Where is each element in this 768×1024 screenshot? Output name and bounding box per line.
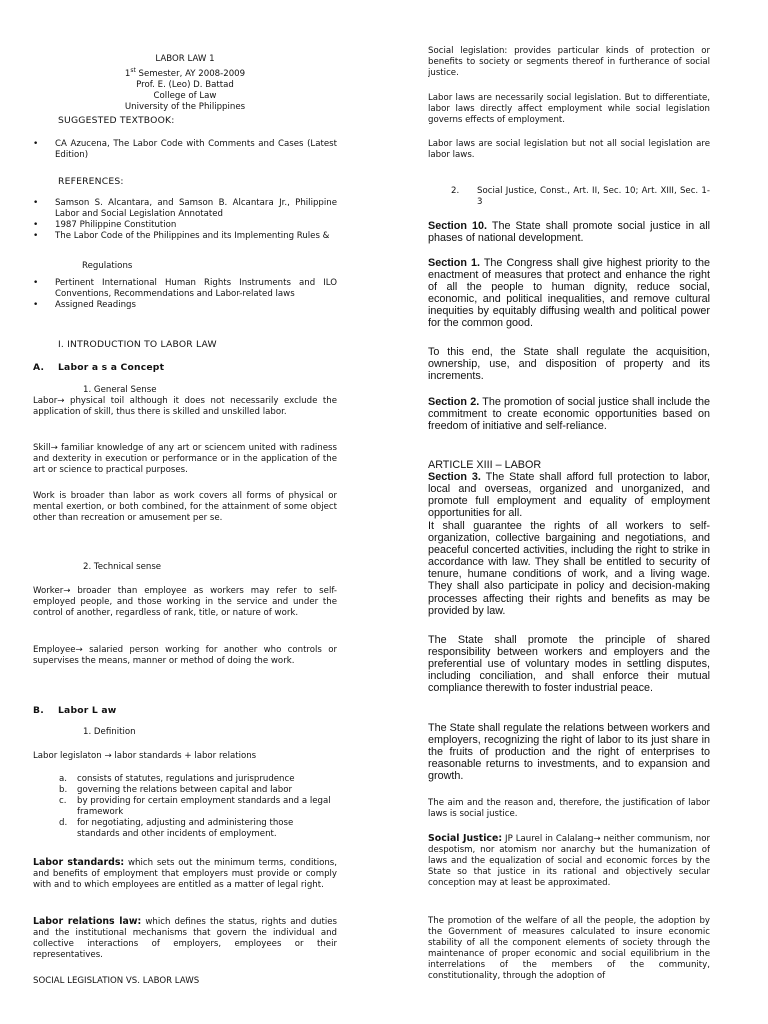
- section-1-paragraph: Section 1. The Congress shall give highest priority to the enactment of measures that protect and enhance the right of all the people to human dignity, reduce social, economic, and political inequalities, and remove cultural inequities by equitably diffusing wealth and political power for the common good.: [428, 257, 710, 330]
- university-line: University of the Philippines: [124, 101, 246, 112]
- references-list: [33, 198, 337, 242]
- left-column: [33, 0, 337, 1024]
- professor-line: Prof. E. (Leo) D. Battad: [136, 79, 234, 90]
- semester-line: 1st Semester, AY 2008-2009: [124, 67, 246, 79]
- social-legislation-definition: Social legislation: provides particular kinds of protection or benefits to society or segments thereof in furtherance of social justice.: [428, 46, 710, 78]
- intro-heading: I. INTRODUCTION TO LABOR LAW: [58, 339, 217, 350]
- social-justice-paragraph: Social Justice: JP Laurel in Calalang→ neither communism, nor despotism, nor atomism nor anarchy but the humanization of laws and the equalization of social and economic forces by the State so that justice in its rational and objectively secular conception may at least be approximated.: [428, 833, 710, 888]
- labor-definition: Labor→ physical toil although it does not necessarily exclude the application of skill, thus there is skilled and unskilled labor.: [33, 396, 337, 417]
- list-item: • Assigned Readings: [33, 300, 337, 311]
- document-header: [33, 54, 337, 113]
- course-title: LABOR LAW 1: [155, 54, 215, 64]
- social-justice-term: Social Justice:: [428, 833, 503, 844]
- section-1-label: Section 1.: [428, 257, 481, 269]
- definition-heading: 1. Definition: [83, 727, 136, 737]
- aim-paragraph: The aim and the reason and, therefore, the justification of labor laws is social justice.: [428, 798, 710, 819]
- section-b-heading: [33, 705, 337, 717]
- list-item: d. for negotiating, adjusting and administering those standards and other incidents of employment.: [59, 818, 294, 839]
- labor-standards-term: Labor standards:: [33, 857, 125, 868]
- textbook-list: [33, 139, 337, 161]
- general-sense-heading: 1. General Sense: [83, 385, 157, 395]
- list-item: c. by providing for certain employment standards and a legal framework: [59, 796, 331, 817]
- labor-laws-social-paragraph: Labor laws are necessarily social legislation. But to differentiate, labor laws directly affect employment while social legislation governs effects of employment.: [428, 93, 710, 125]
- legislation-list: [33, 774, 335, 840]
- labor-laws-not-all-paragraph: Labor laws are social legislation but not all social legislation are labor laws.: [428, 139, 710, 160]
- references-list-continued: [33, 278, 337, 311]
- section-3-label: Section 3.: [428, 471, 481, 483]
- list-item: • Pertinent International Human Rights Instruments and ILO Conventions, Recommendations and Labor-related laws: [33, 278, 337, 300]
- labor-relations-paragraph: Labor relations law: which defines the status, rights and duties and the institutional mechanisms that govern the individual and collective interactions of employers, employees or their representatives.: [33, 916, 337, 960]
- textbook-heading: SUGGESTED TEXTBOOK:: [58, 115, 175, 126]
- section-10-label: Section 10.: [428, 220, 488, 232]
- labor-relations-term: Labor relations law:: [33, 916, 142, 927]
- section-2-label: Section 2.: [428, 396, 480, 408]
- labor-standards-paragraph: Labor standards: which sets out the minimum terms, conditions, and benefits of employment that employers must provide or comply with and to which employees are entitled as a matter of legal right.: [33, 857, 337, 890]
- employee-definition: Employee→ salaried person working for another who controls or supervises the means, manner or method of doing the work.: [33, 645, 337, 666]
- right-column: [428, 0, 710, 1024]
- references-heading: REFERENCES:: [58, 176, 124, 187]
- list-item: • The Labor Code of the Philippines and its Implementing Rules &: [33, 231, 337, 242]
- shared-responsibility-paragraph: The State shall promote the principle of shared responsibility between workers and employers and the preferential use of voluntary modes in settling disputes, including conciliation, and shall enforce their mutual compliance therewith to foster industrial peace.: [428, 634, 710, 695]
- list-item: a. consists of statutes, regulations and jurisprudence: [59, 774, 295, 784]
- section-b-title: Labor L aw: [58, 705, 117, 716]
- list-item: • CA Azucena, The Labor Code with Comments and Cases (Latest Edition): [33, 139, 337, 161]
- section-2-paragraph: Section 2. The promotion of social justice shall include the commitment to create economic opportunities based on freedom of initiative and self-reliance.: [428, 396, 710, 433]
- section-a-title: Labor a s a Concept: [58, 362, 165, 373]
- work-definition: Work is broader than labor as work covers all forms of physical or mental exertion, or both combined, for the attainment of some object other than recreation or amusement per se.: [33, 491, 337, 523]
- section-3-paragraph: Section 3. The State shall afford full protection to labor, local and overseas, organized and unorganized, and promote full employment and equality of employment opportunities for all.: [428, 471, 710, 520]
- item-marker: 2.: [451, 186, 460, 196]
- section-b-label: B.: [33, 705, 44, 716]
- section-a-label: A.: [33, 362, 45, 373]
- regulations-line: Regulations: [82, 261, 133, 271]
- section-a-heading: [33, 362, 337, 374]
- to-this-end-paragraph: To this end, the State shall regulate the acquisition, ownership, use, and disposition of property and its increments.: [428, 346, 710, 383]
- list-item: • Samson S. Alcantara, and Samson B. Alcantara Jr., Philippine Labor and Social Legislation Annotated: [33, 198, 337, 220]
- social-justice-item-text: Social Justice, Const., Art. II, Sec. 10; Art. XIII, Sec. 1-3: [477, 186, 710, 207]
- list-item: b. governing the relations between capital and labor: [59, 785, 293, 795]
- list-item: • 1987 Philippine Constitution: [33, 220, 337, 231]
- worker-definition: Worker→ broader than employee as workers may refer to self-employed people, and those working in the service and under the control of another, regardless of rank, title, or nature of work.: [33, 586, 337, 618]
- promotion-welfare-paragraph: The promotion of the welfare of all the people, the adoption by the Government of measures calculated to insure economic stability of all the component elements of society through the maintenance of proper economic and social equilibrium in the interrelations of the members of the community, constitutionality, through the adoption of: [428, 916, 710, 981]
- guarantee-paragraph: It shall guarantee the rights of all workers to self-organization, collective bargaining and negotiations, and peaceful concerted activities, including the right to strike in accordance with law. They shall be entitled to security of tenure, humane conditions of work, and a living wage. They shall also participate in policy and decision-making processes affecting their rights and benefits as may be provided by law.: [428, 520, 710, 617]
- section-10-paragraph: Section 10. The State shall promote social justice in all phases of national development.: [428, 220, 710, 245]
- college-line: College of Law: [153, 90, 217, 101]
- article-xiii-heading: ARTICLE XIII – LABOR: [428, 459, 542, 471]
- regulate-relations-paragraph: The State shall regulate the relations between workers and employers, recognizing the right of labor to its just share in the fruits of production and the right of enterprises to reasonable returns to investments, and to expansion and growth.: [428, 722, 710, 783]
- technical-sense-heading: 2. Technical sense: [83, 562, 162, 572]
- skill-definition: Skill→ familiar knowledge of any art or sciencem united with radiness and dexterity in execution or performance or in the application of the art or science to practical purposes.: [33, 443, 337, 475]
- social-justice-item: [428, 186, 710, 208]
- social-vs-labor-heading: SOCIAL LEGISLATION VS. LABOR LAWS: [33, 976, 200, 986]
- labor-legislation-line: Labor legislaton → labor standards + labor relations: [33, 751, 257, 761]
